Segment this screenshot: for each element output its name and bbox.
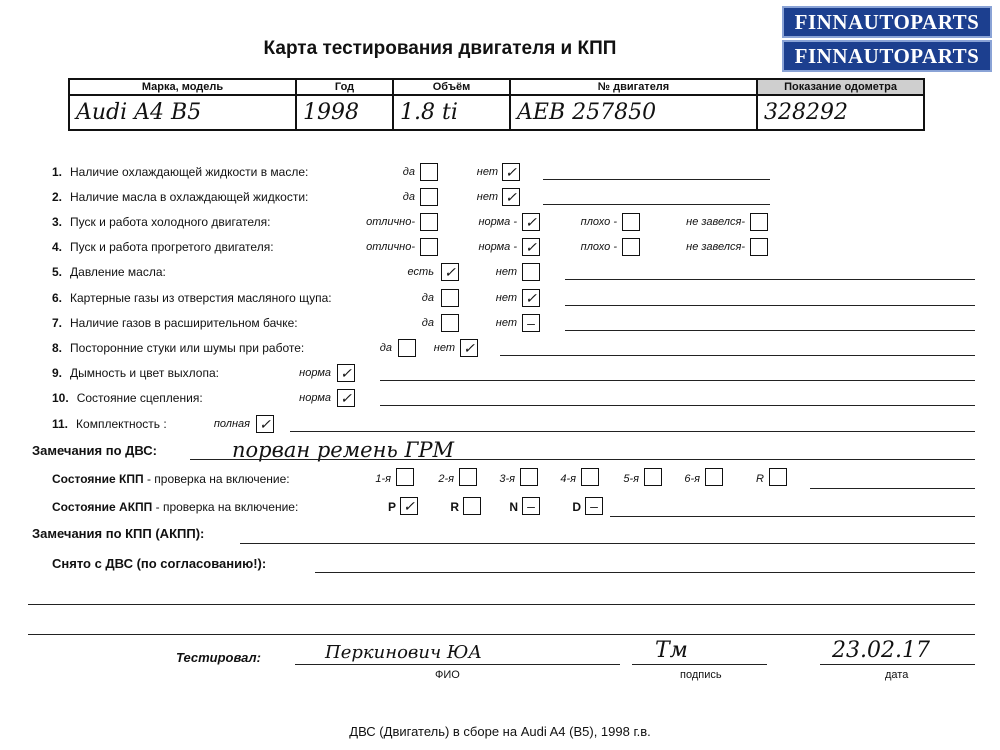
option-checkbox[interactable]: ✓ [522, 289, 540, 307]
col-engine-number: № двигателя [510, 79, 757, 95]
item-text: Наличие газов в расширительном бачке: [70, 316, 298, 330]
option-label: да [402, 191, 415, 203]
kpp-gear-label: 1-я [375, 473, 391, 485]
checklist-item-question [52, 165, 308, 179]
date-line [820, 664, 975, 665]
item-number: 9. [52, 366, 63, 380]
option-checkbox[interactable] [420, 188, 438, 206]
kpp-gear-checkbox[interactable] [644, 468, 662, 486]
col-year: Год [296, 79, 393, 95]
option-label: нет [476, 191, 498, 203]
removed-line-2 [28, 604, 975, 605]
option-checkbox[interactable] [522, 263, 540, 281]
option-label: нет [495, 266, 517, 278]
option-label: да [402, 166, 415, 178]
item-text: Пуск и работа прогретого двигателя: [70, 240, 274, 254]
item-number: 8. [52, 341, 63, 355]
item-text: Дымность и цвет выхлопа: [70, 366, 219, 380]
value-volume: 1.8 ti [393, 95, 510, 130]
item-comment-line [380, 380, 975, 381]
option-checkbox[interactable] [441, 314, 459, 332]
option-checkbox[interactable]: ✓ [337, 389, 355, 407]
item-text: Пуск и работа холодного двигателя: [70, 215, 271, 229]
option-checkbox[interactable] [398, 339, 416, 357]
checklist-item-question [52, 215, 270, 229]
option-checkbox[interactable]: ✓ [256, 415, 274, 433]
option-label: да [379, 342, 392, 354]
option-label: нет [433, 342, 455, 354]
kpp-gear-label: R [756, 473, 764, 485]
item-text: Наличие охлаждающей жидкости в масле: [70, 165, 309, 179]
item-text: Наличие масла в охлаждающей жидкости: [70, 190, 309, 204]
kpp-gear-label: 5-я [623, 473, 639, 485]
option-label: плохо - [580, 241, 617, 253]
kpp-line [810, 488, 975, 489]
item-number: 6. [52, 291, 63, 305]
akpp-gear-label: R [450, 500, 459, 514]
kpp-gear-label: 2-я [438, 473, 454, 485]
kpp-gear-checkbox[interactable] [520, 468, 538, 486]
kpp-gear-checkbox[interactable] [396, 468, 414, 486]
kpp-gear-label: 6-я [684, 473, 700, 485]
option-label: да [421, 317, 434, 329]
option-checkbox[interactable]: ✓ [460, 339, 478, 357]
option-label: норма [299, 367, 331, 379]
logo-top: FINNAUTOPARTS [782, 6, 992, 38]
name-caption: ФИО [435, 669, 460, 681]
option-checkbox[interactable]: ✓ [502, 188, 520, 206]
logo-bottom: FINNAUTOPARTS [782, 40, 992, 72]
option-label: плохо - [580, 216, 617, 228]
photo-caption: ДВС (Двигатель) в сборе на Audi A4 (B5), 1998 г.в. [349, 724, 651, 739]
engine-remarks-value: порван ремень ГРМ [232, 438, 455, 462]
item-number: 10. [52, 391, 69, 405]
kpp-remarks-line [240, 543, 975, 544]
option-checkbox[interactable]: ✓ [441, 263, 459, 281]
item-comment-line [565, 305, 975, 306]
item-text: Комплектность : [76, 417, 167, 431]
option-checkbox[interactable]: ✓ [522, 238, 540, 256]
option-label: да [421, 292, 434, 304]
option-label: не завелся- [686, 216, 745, 228]
value-year: 1998 [296, 95, 393, 130]
item-number: 11. [52, 417, 69, 431]
test-date: 23.02.17 [832, 638, 930, 663]
checklist-item-question [52, 190, 308, 204]
item-number: 7. [52, 316, 63, 330]
col-brand-model: Марка, модель [69, 79, 296, 95]
option-label: отлично- [366, 216, 415, 228]
kpp-label: Состояние КПП - проверка на включение: [52, 472, 290, 486]
removed-line-3 [28, 634, 975, 635]
checklist-item-question [52, 366, 219, 380]
engine-remarks-line [190, 459, 975, 460]
signature-caption: подпись [680, 669, 722, 681]
kpp-gear-checkbox[interactable] [459, 468, 477, 486]
option-checkbox[interactable]: ✓ [522, 213, 540, 231]
checklist-item-question [52, 341, 304, 355]
col-volume: Объём [393, 79, 510, 95]
signature-line [632, 664, 767, 665]
option-checkbox[interactable] [420, 213, 438, 231]
name-line [295, 664, 620, 665]
kpp-gear-checkbox[interactable] [769, 468, 787, 486]
vehicle-header-table [68, 78, 925, 131]
item-comment-line [543, 204, 770, 205]
option-label: нет [495, 292, 517, 304]
checklist-item-question [52, 391, 203, 405]
kpp-gear-checkbox[interactable] [581, 468, 599, 486]
kpp-gear-checkbox[interactable] [705, 468, 723, 486]
option-checkbox[interactable]: ✓ [337, 364, 355, 382]
tester-name: Перкинович ЮА [325, 642, 483, 663]
option-checkbox[interactable] [420, 163, 438, 181]
option-checkbox[interactable] [441, 289, 459, 307]
option-label: полная [213, 418, 250, 430]
akpp-gear-label: D [572, 500, 581, 514]
option-label: не завелся- [686, 241, 745, 253]
item-text: Давление масла: [70, 265, 166, 279]
akpp-gear-label: P [387, 500, 396, 514]
option-checkbox[interactable]: – [522, 314, 540, 332]
checklist-item-question [52, 316, 298, 330]
item-comment-line [380, 405, 975, 406]
date-caption: дата [885, 669, 909, 681]
item-number: 1. [52, 165, 63, 179]
item-comment-line [290, 431, 975, 432]
value-brand-model: Audi A4 B5 [69, 95, 296, 130]
item-number: 4. [52, 240, 63, 254]
checklist-item-question [52, 265, 166, 279]
akpp-gear-label: N [509, 500, 518, 514]
akpp-gear-checkbox[interactable]: – [585, 497, 603, 515]
option-checkbox[interactable] [750, 238, 768, 256]
item-number: 5. [52, 265, 63, 279]
tested-by-label: Тестировал: [176, 650, 261, 665]
option-checkbox[interactable] [750, 213, 768, 231]
item-text: Состояние сцепления: [76, 391, 203, 405]
akpp-line [610, 516, 975, 517]
option-label: нет [476, 166, 498, 178]
item-comment-line [565, 330, 975, 331]
col-odometer: Показание одометра [757, 79, 924, 95]
value-odometer: 328292 [757, 95, 924, 130]
item-comment-line [500, 355, 975, 356]
option-checkbox[interactable] [622, 238, 640, 256]
akpp-gear-checkbox[interactable]: ✓ [400, 497, 418, 515]
removed-line-1 [315, 572, 975, 573]
tester-signature: Тм [655, 638, 688, 663]
removed-label: Снято с ДВС (по согласованию!): [52, 556, 267, 571]
option-label: отлично- [366, 241, 415, 253]
checklist-item-question [52, 291, 332, 305]
item-comment-line [565, 279, 975, 280]
checklist-item-question [52, 417, 167, 431]
kpp-gear-label: 3-я [499, 473, 515, 485]
option-checkbox[interactable] [420, 238, 438, 256]
page-title: Карта тестирования двигателя и КПП [263, 38, 617, 59]
akpp-gear-checkbox[interactable] [463, 497, 481, 515]
item-number: 2. [52, 190, 63, 204]
akpp-gear-checkbox[interactable]: – [522, 497, 540, 515]
option-label: норма - [478, 216, 517, 228]
option-label: нет [495, 317, 517, 329]
option-label: норма [299, 392, 331, 404]
akpp-label: Состояние АКПП - проверка на включение: [52, 500, 299, 514]
kpp-remarks-label: Замечания по КПП (АКПП): [32, 526, 205, 541]
item-number: 3. [52, 215, 63, 229]
option-label: норма - [478, 241, 517, 253]
kpp-gear-label: 4-я [560, 473, 576, 485]
engine-remarks-label: Замечания по ДВС: [32, 443, 157, 458]
option-label: есть [407, 266, 434, 278]
option-checkbox[interactable] [622, 213, 640, 231]
item-text: Посторонние стуки или шумы при работе: [70, 341, 305, 355]
item-comment-line [543, 179, 770, 180]
item-text: Картерные газы из отверстия масляного щупа: [70, 291, 332, 305]
value-engine-number: AEB 257850 [510, 95, 757, 130]
option-checkbox[interactable]: ✓ [502, 163, 520, 181]
checklist-item-question [52, 240, 274, 254]
